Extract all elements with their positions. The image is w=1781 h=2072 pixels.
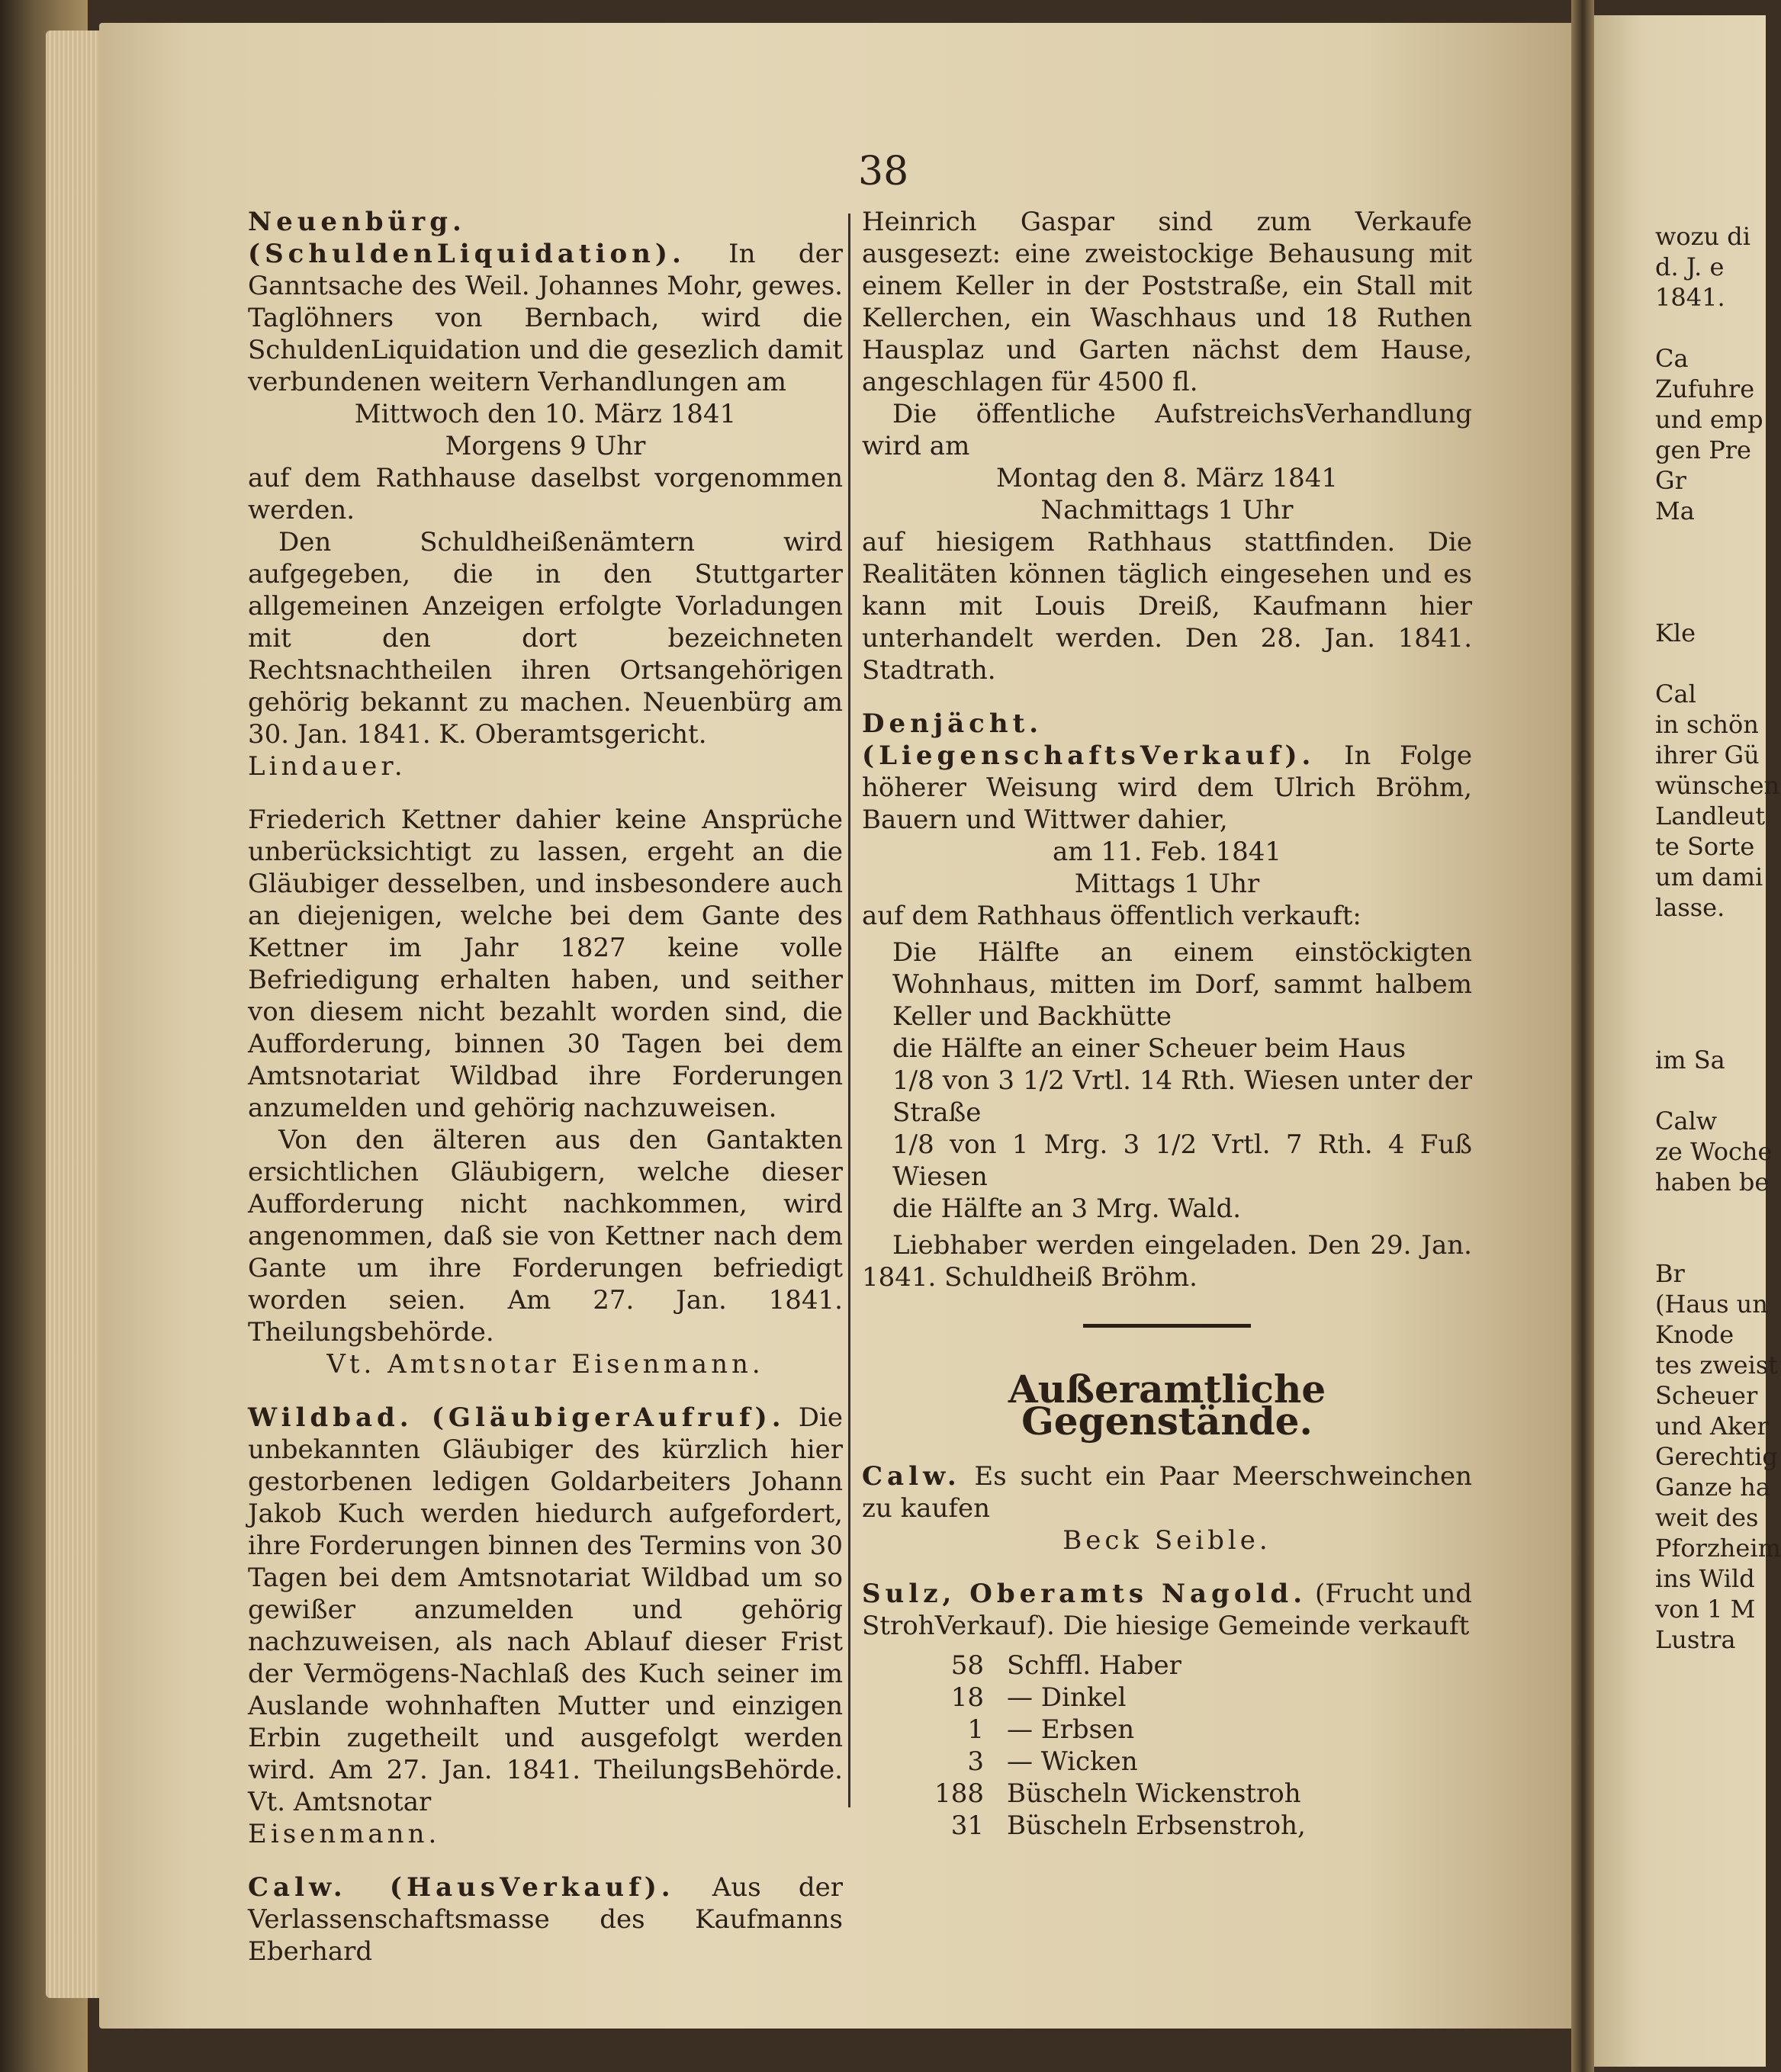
right-page-line (1655, 1228, 1762, 1258)
notice-time: Mittags 1 Uhr (1074, 869, 1260, 899)
notice-heading: Denjächt. (LiegenschaftsVerkauf). (862, 708, 1316, 771)
table-row (923, 1778, 1472, 1810)
notice-body: Von den älteren aus den Gantakten ersichtlichen Gläubigern, welche dieser Aufforderung nicht nachkommen, wird angenommen, daß sie von Kettner nach dem Gante um ihre Forderungen befriedigt worden seien. Am 27. Jan. 1841. Theilungsbehörde. (248, 1125, 843, 1348)
right-page-line: weit des (1655, 1503, 1759, 1532)
right-page-line: gen Pre (1655, 435, 1751, 464)
notice-neuenbuerg (248, 206, 843, 782)
quantity-cell: 188 (934, 1778, 984, 1809)
notice-denjaecht (862, 708, 1472, 1293)
notice-body: Die öffentliche AufstreichsVerhandlung wird am (862, 399, 1472, 461)
right-page-line: Lustra (1655, 1625, 1736, 1654)
item-cell: — Dinkel (1007, 1682, 1127, 1713)
notice-heading: Wildbad. (GläubigerAufruf). (248, 1402, 786, 1433)
item-cell: — Wicken (1007, 1746, 1138, 1777)
right-page-line: und Aker (1655, 1412, 1769, 1441)
notice-body: Liebhaber werden eingeladen. Den 29. Jan. 1841. Schuldheiß Bröhm. (862, 1230, 1472, 1293)
notice-body: In Folge höherer Weisung wird dem Ulrich Bröhm, Bauern und Wittwer dahier, (862, 740, 1472, 835)
notice-body: auf dem Rathhause daselbst vorgenommen werden. (248, 463, 843, 525)
right-page-line (1655, 648, 1762, 679)
right-page-line: Ma (1655, 496, 1695, 525)
quantity-cell: 1 (967, 1714, 984, 1745)
notice-wildbad (248, 1402, 843, 1850)
right-page-line: Calw (1655, 1107, 1718, 1136)
middle-column (862, 206, 1472, 1863)
notice-body: (Frucht und StrohVerkauf). Die hiesige Gemeinde verkauft (862, 1579, 1472, 1641)
right-page-line: Gr (1655, 466, 1686, 495)
notice-heading: Sulz, Oberamts Nagold. (862, 1579, 1307, 1609)
notice-signature: Beck Seible. (1062, 1525, 1271, 1556)
right-page-line: Kle (1655, 618, 1696, 647)
section-rule (1083, 1324, 1251, 1328)
notice-body: Heinrich Gaspar sind zum Verkaufe ausgesezt: eine zweistockige Behausung mit einem Keller in der Poststraße, ein Stall mit Kellerchen, ein Waschhaus und 18 Ruthen Hausplaz und Garten nächst dem Hause, angeschlagen für 4500 fl. (862, 207, 1472, 397)
right-page-line (1655, 953, 1762, 984)
right-page-line (1655, 1075, 1762, 1106)
right-page-line (1655, 1197, 1762, 1228)
table-row (923, 1682, 1472, 1714)
list-item: Die Hälfte an einem einstöckigten Wohnhaus, mitten im Dorf, sammt halbem Keller und Backhütte (892, 937, 1472, 1032)
quantity-cell: 18 (950, 1682, 984, 1713)
right-page-line (1655, 587, 1762, 618)
right-page-line: wünschen (1655, 771, 1780, 800)
right-page-line: und emp (1655, 405, 1763, 434)
right-page-line: ins Wild (1655, 1564, 1755, 1593)
notice-heading: Neuenbürg. (SchuldenLiquidation). (248, 207, 686, 269)
notice-body: Den Schuldheißenämtern wird aufgegeben, die in den Stuttgarter allgemeinen Anzeigen erfolgte Vorladungen mit den dort bezeichneten Rechtsnachtheilen ihren Ortsangehörigen gehörig bekannt zu machen. Neuenbürg am 30. Jan. 1841. K. Oberamtsgericht. (248, 527, 843, 750)
right-page-line: Zufuhre (1655, 374, 1755, 403)
notice-signature: Vt. Amtsnotar Eisenmann. (326, 1349, 764, 1380)
property-list (892, 936, 1472, 1225)
right-page-line (1655, 923, 1762, 953)
notice-time: Morgens 9 Uhr (445, 431, 646, 461)
notice-time: Nachmittags 1 Uhr (1040, 495, 1294, 525)
table-row (923, 1650, 1472, 1682)
right-page-line: Scheuer (1655, 1381, 1758, 1410)
list-item: 1/8 von 3 1/2 Vrtl. 14 Rth. Wiesen unter der Straße (892, 1065, 1472, 1128)
page-number: 38 (858, 149, 909, 194)
item-cell: Schffl. Haber (1007, 1650, 1181, 1681)
right-page-line: Br (1655, 1259, 1685, 1288)
column-divider (848, 214, 850, 1807)
notice-calw-meerschweinchen (862, 1460, 1472, 1556)
notice-body: In der Ganntsache des Weil. Johannes Mohr, gewes. Taglöhners von Bernbach, wird die SchuldenLiquidation und die gesezlich damit verbundenen weitern Verhandlungen am (248, 239, 843, 397)
book-gutter (1571, 0, 1594, 2072)
notice-date: am 11. Feb. 1841 (1053, 837, 1281, 867)
right-page-line: um dami (1655, 863, 1763, 891)
section-title: Außeramtliche Gegenstände. (1008, 1367, 1326, 1444)
right-page-line: Ca (1655, 344, 1689, 373)
right-page-line: lasse. (1655, 893, 1725, 922)
notice-body: auf dem Rathhaus öffentlich verkauft: (862, 901, 1361, 931)
list-item: 1/8 von 1 Mrg. 3 1/2 Vrtl. 7 Rth. 4 Fuß Wiesen (892, 1129, 1472, 1192)
item-cell: Büscheln Wickenstroh (1007, 1778, 1301, 1809)
right-page-line (1655, 526, 1762, 557)
quantity-cell: 3 (967, 1746, 984, 1777)
right-page-line: te Sorte (1655, 832, 1755, 861)
item-cell: — Erbsen (1007, 1714, 1135, 1745)
notice-calw-hausverkauf (248, 1871, 843, 1968)
right-page-line: Cal (1655, 679, 1696, 708)
notice-signature: Eisenmann. (248, 1819, 441, 1849)
page-edges (46, 31, 107, 1998)
right-page-line: ze Woche (1655, 1137, 1773, 1166)
right-page-line: wozu di (1655, 222, 1751, 251)
notice-kettner (248, 804, 843, 1380)
table-row (923, 1746, 1472, 1778)
right-page-text (1655, 221, 1781, 1655)
right-page-line: im Sa (1655, 1046, 1725, 1075)
right-page-line: Pforzheim (1655, 1534, 1781, 1563)
list-item: die Hälfte an 3 Mrg. Wald. (892, 1193, 1242, 1224)
right-page-line: in schön (1655, 710, 1759, 739)
notice-sulz (862, 1578, 1472, 1842)
right-page-line: Ganze ha (1655, 1473, 1770, 1502)
notice-signature: Lindauer. (248, 751, 407, 782)
notice-gaspar (862, 206, 1472, 686)
quantity-table (923, 1650, 1472, 1842)
notice-date: Mittwoch den 10. März 1841 (354, 399, 737, 429)
right-page-line (1655, 984, 1762, 1014)
right-page-line: haben be (1655, 1168, 1770, 1197)
notice-body: Aus der Verlassenschaftsmasse des Kaufmanns Eberhard (248, 1872, 843, 1967)
right-page-line: 1841. (1655, 283, 1725, 312)
right-page-line: tes zweist (1655, 1351, 1779, 1380)
table-row (923, 1714, 1472, 1746)
quantity-cell: 58 (950, 1650, 984, 1681)
notice-date: Montag den 8. März 1841 (995, 463, 1339, 493)
notice-body: Die unbekannten Gläubiger des kürzlich hier gestorbenen ledigen Goldarbeiters Johann Jakob Kuch werden hiedurch aufgefordert, ihre Forderungen binnen des Termins von 30 Tagen bei dem Amtsnotariat Wildbad um so gewißer anzumelden und gehörig nachzuweisen, als nach Ablauf dieser Frist der Vermögens-Nachlaß des Kuch seiner im Auslande wohnhaften Mutter und einzigen Erbin zugetheilt und ausgefolgt werden wird. Am 27. Jan. 1841. TheilungsBehörde. Vt. Amtsnotar (248, 1402, 843, 1817)
left-column (248, 206, 843, 1989)
table-row (923, 1810, 1472, 1842)
right-page-line (1655, 1014, 1762, 1045)
notice-heading: Calw. (HausVerkauf). (248, 1872, 675, 1903)
right-page-line: Gerechtig (1655, 1442, 1778, 1471)
right-page-line: (Haus un (1655, 1290, 1768, 1319)
right-page-line (1655, 557, 1762, 587)
right-page-line (1655, 313, 1762, 343)
quantity-cell: 31 (950, 1810, 984, 1841)
right-page-line: von 1 M (1655, 1595, 1756, 1624)
right-page-line: d. J. e (1655, 252, 1725, 281)
item-cell: Büscheln Erbsenstroh, (1007, 1810, 1306, 1841)
list-item: die Hälfte an einer Scheuer beim Haus (892, 1033, 1406, 1064)
right-page-line: Knode (1655, 1320, 1734, 1349)
notice-body: Friederich Kettner dahier keine Ansprüche unberücksichtigt zu lassen, ergeht an die Gläubiger desselben, und insbesondere auch an diejenigen, welche bei dem Gante des Kettner im Jahr 1827 keine volle Befriedigung erhalten haben, und seither von diesem nicht bezahlt worden sind, die Aufforderung, binnen 30 Tagen bei dem Amtsnotariat Wildbad ihre Forderungen anzumelden und gehörig nachzuweisen. (248, 805, 843, 1123)
right-page-line: ihrer Gü (1655, 740, 1760, 769)
right-page-line: Landleut (1655, 801, 1766, 830)
notice-body: auf hiesigem Rathhaus stattfinden. Die Realitäten können täglich eingesehen und es kann mit Louis Dreiß, Kaufmann hier unterhandelt werden. Den 28. Jan. 1841. Stadtrath. (862, 527, 1472, 686)
notice-heading: Calw. (862, 1461, 961, 1492)
notice-body: Es sucht ein Paar Meerschweinchen zu kaufen (862, 1461, 1472, 1524)
